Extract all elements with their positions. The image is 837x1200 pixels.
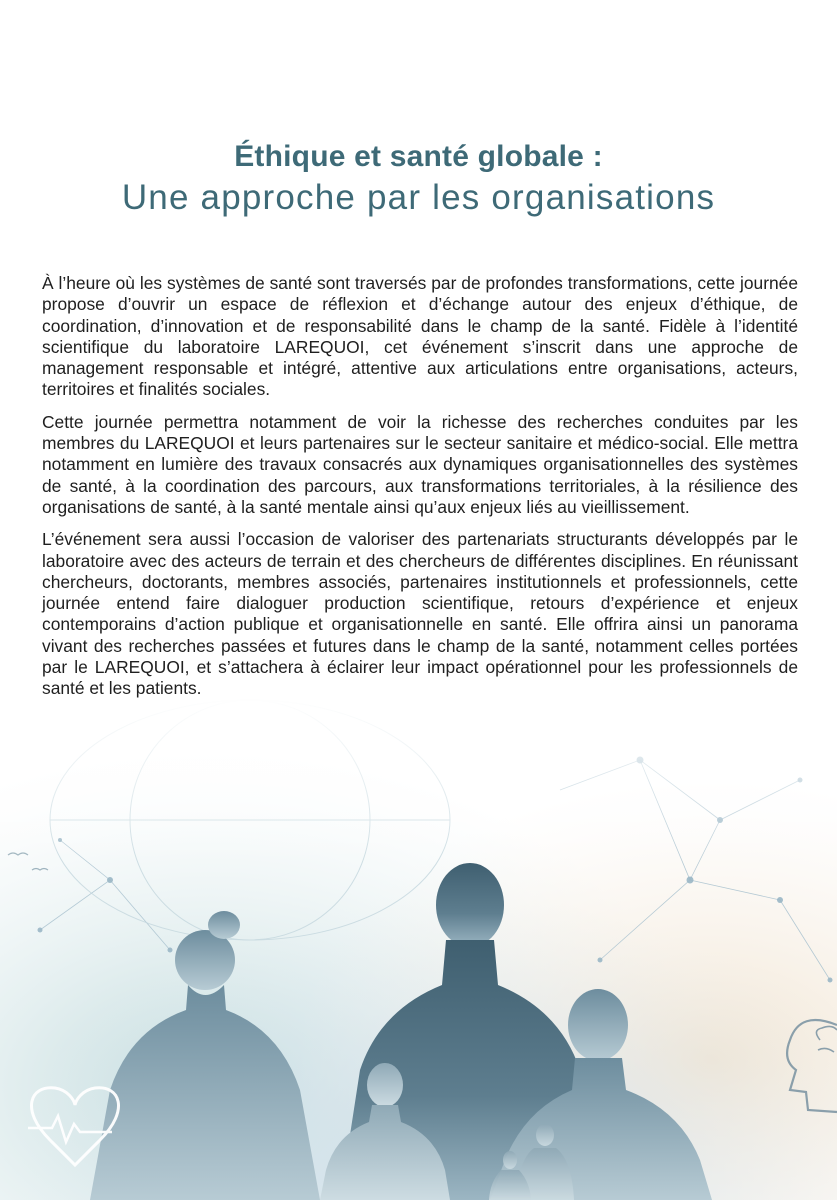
paragraph-3: L’événement sera aussi l’occasion de valoriser des partenariats structurants développés par le laboratoire avec des acteurs de terrain et des chercheurs de différentes disciplines. En réunissant chercheurs, doctorants, membres associés, partenaires institutionnels et professionnels, cette journée entend faire dialoguer production scientifique, retours d’expérience et enjeux contemporains d’action publique et organisationnelle en santé. Elle offrira ainsi un panorama vivant des recherches passées et futures dans le champ de la santé, notamment celles portées par le LAREQUOI, et s’attachera à éclairer leur impact opérationnel pour les professionnels de santé et les patients. bbox=[42, 529, 798, 699]
title-line-2: Une approche par les organisations bbox=[121, 178, 716, 217]
page-title bbox=[0, 138, 837, 220]
body-text bbox=[42, 273, 798, 711]
paragraph-1: À l’heure où les systèmes de santé sont traversés par de profondes transformations, cette journée propose d’ouvrir un espace de réflexion et d’échange autour des enjeux d’éthique, de coordination, d’innovation et de responsabilité dans le champ de la santé. Fidèle à l’identité scientifique du laboratoire LAREQUOI, cet événement s’inscrit dans une approche de management responsable et intégré, attentive aux articulations entre organisations, acteurs, territoires et finalités sociales. bbox=[42, 273, 798, 400]
paragraph-2: Cette journée permettra notamment de voir la richesse des recherches conduites par les membres du LAREQUOI et leurs partenaires sur le secteur sanitaire et médico-social. Elle mettra notamment en lumière des travaux consacrés aux dynamiques organisationnelles des systèmes de santé, à la coordination des parcours, aux transformations territoriales, à la résilience des organisations de santé, à la santé mentale ainsi qu’aux enjeux liés au vieillissement. bbox=[42, 411, 798, 517]
title-line-1: Éthique et santé globale : bbox=[234, 140, 603, 173]
